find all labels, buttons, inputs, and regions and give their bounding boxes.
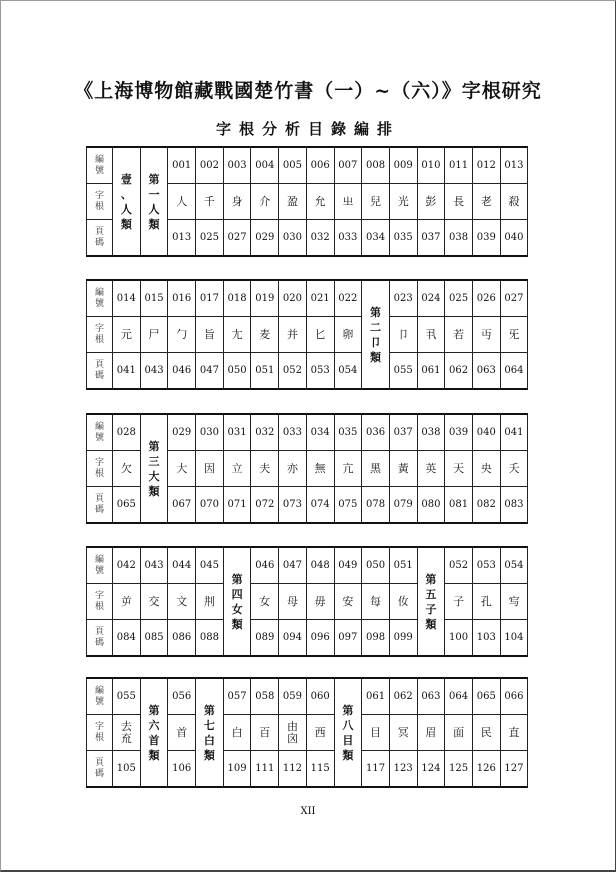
entry-page: 079: [389, 487, 417, 524]
category-header: 第 七 白 類: [196, 678, 224, 787]
entry-page: 098: [362, 620, 390, 657]
entry-number: 037: [389, 414, 417, 451]
entry-number: 054: [500, 547, 528, 584]
entry-number: 013: [500, 147, 528, 184]
entry-page: 029: [251, 220, 279, 257]
row-label-number: 編 號: [87, 547, 113, 584]
entry-root-character: 旡: [500, 317, 528, 353]
entry-number: 031: [223, 414, 251, 451]
entry-page: 038: [445, 220, 473, 257]
entry-number: 061: [362, 678, 390, 715]
category-header: 壹 、 人 類: [113, 147, 141, 256]
row-label-root: 字 根: [87, 184, 113, 220]
entry-page: 081: [445, 487, 473, 524]
entry-number: 011: [445, 147, 473, 184]
entry-root-character: 身: [223, 184, 251, 220]
entry-number: 027: [500, 280, 528, 317]
category-header: 第 八 目 類: [334, 678, 362, 787]
entry-number: 047: [279, 547, 307, 584]
entry-page: 030: [279, 220, 307, 257]
entry-root-character: 交: [140, 584, 168, 620]
entry-number: 026: [472, 280, 500, 317]
entry-number: 002: [196, 147, 224, 184]
entry-root-character: 亦: [279, 451, 307, 487]
entry-page: 051: [251, 353, 279, 390]
table-row: [87, 353, 528, 390]
entry-number: 041: [500, 414, 528, 451]
entry-page: 124: [417, 751, 445, 788]
entry-page: 032: [306, 220, 334, 257]
page-number: XII: [300, 806, 316, 817]
entry-root-character: 夭: [500, 451, 528, 487]
entry-number: 050: [362, 547, 390, 584]
entry-root-character: 人: [168, 184, 196, 220]
entry-page: 039: [472, 220, 500, 257]
entry-root-character: 丮: [417, 317, 445, 353]
category-header: 第 三 大 類: [140, 414, 168, 523]
entry-root-character: 眉: [417, 715, 445, 751]
entry-root-character: 介: [251, 184, 279, 220]
entry-page: 061: [417, 353, 445, 390]
entry-root-character: 英: [417, 451, 445, 487]
entry-root-character: 孔: [472, 584, 500, 620]
entry-page: 063: [472, 353, 500, 390]
entry-root-character: 卩: [389, 317, 417, 353]
entry-page: 055: [389, 353, 417, 390]
entry-number: 065: [472, 678, 500, 715]
entry-number: 051: [389, 547, 417, 584]
entry-root-character: 彭: [417, 184, 445, 220]
entry-root-character: 丏: [472, 317, 500, 353]
entry-page: 074: [306, 487, 334, 524]
entry-number: 049: [334, 547, 362, 584]
entry-page: 117: [362, 751, 390, 788]
entry-page: 115: [306, 751, 334, 788]
entry-root-character: 千: [196, 184, 224, 220]
entry-root-character: 㞢: [334, 184, 362, 220]
entry-page: 103: [472, 620, 500, 657]
entry-number: 046: [251, 547, 279, 584]
category-header: 第 五 子 類: [417, 547, 445, 656]
entry-root-character: 冥: [389, 715, 417, 751]
entry-number: 001: [168, 147, 196, 184]
entry-root-character: 目: [362, 715, 390, 751]
entry-number: 063: [417, 678, 445, 715]
entry-root-character: 欠: [113, 451, 141, 487]
entry-page: 013: [168, 220, 196, 257]
entry-page: 100: [445, 620, 473, 657]
entry-root-character: 勹: [168, 317, 196, 353]
row-label-page: 頁 碼: [87, 620, 113, 657]
entry-root-character: 㚢: [389, 584, 417, 620]
entry-root-character: 母: [279, 584, 307, 620]
entry-page: 078: [362, 487, 390, 524]
category-header: 第 四 女 類: [223, 547, 251, 656]
entry-number: 021: [306, 280, 334, 317]
entry-number: 019: [251, 280, 279, 317]
entry-number: 062: [389, 678, 417, 715]
entry-number: 015: [140, 280, 168, 317]
entry-page: 043: [140, 353, 168, 390]
table-row: [87, 280, 528, 317]
entry-root-character: 黑: [362, 451, 390, 487]
entry-number: 017: [196, 280, 224, 317]
entry-number: 035: [334, 414, 362, 451]
entry-number: 059: [279, 678, 307, 715]
entry-number: 032: [251, 414, 279, 451]
entry-root-character: 卵: [334, 317, 362, 353]
entry-page: 027: [223, 220, 251, 257]
entry-root-character: 立: [223, 451, 251, 487]
row-label-root: 字 根: [87, 317, 113, 353]
root-table-4: [86, 546, 528, 657]
entry-number: 028: [113, 414, 141, 451]
row-label-number: 編 號: [87, 414, 113, 451]
entry-number: 048: [306, 547, 334, 584]
entry-number: 060: [306, 678, 334, 715]
root-table-3: [86, 413, 528, 524]
category-header: 第 一 人 類: [140, 147, 168, 256]
entry-number: 012: [472, 147, 500, 184]
entry-page: 086: [168, 620, 196, 657]
entry-page: 125: [445, 751, 473, 788]
entry-number: 018: [223, 280, 251, 317]
entry-page: 096: [306, 620, 334, 657]
entry-root-character: 并: [279, 317, 307, 353]
entry-page: 094: [279, 620, 307, 657]
entry-page: 075: [334, 487, 362, 524]
entry-root-character: 女: [251, 584, 279, 620]
entry-number: 029: [168, 414, 196, 451]
entry-page: 041: [113, 353, 141, 390]
entry-page: 112: [279, 751, 307, 788]
entry-root-character: 西: [306, 715, 334, 751]
entry-root-character: 屰: [113, 584, 141, 620]
category-header: 第 六 首 類: [140, 678, 168, 787]
entry-number: 038: [417, 414, 445, 451]
entry-root-character: 尸: [140, 317, 168, 353]
row-label-root: 字 根: [87, 715, 113, 751]
entry-number: 053: [472, 547, 500, 584]
entry-page: 073: [279, 487, 307, 524]
entry-root-character: 面: [445, 715, 473, 751]
row-label-number: 編 號: [87, 280, 113, 317]
entry-root-character: 盈: [279, 184, 307, 220]
entry-number: 016: [168, 280, 196, 317]
entry-root-character: 百: [251, 715, 279, 751]
root-table-5: [86, 677, 528, 788]
entry-page: 053: [306, 353, 334, 390]
entry-number: 008: [362, 147, 390, 184]
entry-number: 036: [362, 414, 390, 451]
entry-page: 062: [445, 353, 473, 390]
entry-page: 035: [389, 220, 417, 257]
entry-number: 066: [500, 678, 528, 715]
entry-number: 045: [196, 547, 224, 584]
entry-page: 082: [472, 487, 500, 524]
entry-root-character: 文: [168, 584, 196, 620]
entry-number: 030: [196, 414, 224, 451]
entry-page: 050: [223, 353, 251, 390]
entry-number: 043: [140, 547, 168, 584]
entry-root-character: 安: [334, 584, 362, 620]
entry-page: 085: [140, 620, 168, 657]
entry-page: 025: [196, 220, 224, 257]
category-header: 第 二 卩 類: [362, 280, 390, 389]
entry-root-character: 旨: [196, 317, 224, 353]
entry-root-character: 兒: [362, 184, 390, 220]
row-label-root: 字 根: [87, 584, 113, 620]
entry-root-character: 㝍: [500, 584, 528, 620]
entry-page: 047: [196, 353, 224, 390]
entry-number: 039: [445, 414, 473, 451]
entry-number: 058: [251, 678, 279, 715]
row-label-page: 頁 碼: [87, 220, 113, 257]
entry-root-character: 殺: [500, 184, 528, 220]
page-subtitle: 字根分析目錄編排: [215, 120, 400, 138]
entry-number: 034: [306, 414, 334, 451]
entry-root-character: 因: [196, 451, 224, 487]
root-table-2: [86, 279, 528, 390]
entry-number: 010: [417, 147, 445, 184]
entry-number: 014: [113, 280, 141, 317]
entry-root-character: 去 㐬: [113, 715, 141, 751]
entry-number: 052: [445, 547, 473, 584]
entry-page: 052: [279, 353, 307, 390]
entry-root-character: 黃: [389, 451, 417, 487]
entry-page: 111: [251, 751, 279, 788]
row-label-page: 頁 碼: [87, 353, 113, 390]
entry-page: 072: [251, 487, 279, 524]
table-row: [87, 547, 528, 584]
entry-root-character: 直: [500, 715, 528, 751]
entry-number: 042: [113, 547, 141, 584]
entry-page: 040: [500, 220, 528, 257]
entry-root-character: 允: [306, 184, 334, 220]
entry-page: 123: [389, 751, 417, 788]
entry-root-character: 光: [389, 184, 417, 220]
entry-root-character: 老: [472, 184, 500, 220]
entry-number: 055: [113, 678, 141, 715]
entry-number: 005: [279, 147, 307, 184]
table-row: [87, 584, 528, 620]
entry-root-character: 央: [472, 451, 500, 487]
root-table-1: [86, 146, 528, 257]
entry-page: 088: [196, 620, 224, 657]
entry-root-character: 若: [445, 317, 473, 353]
entry-number: 009: [389, 147, 417, 184]
table-row: [87, 147, 528, 184]
entry-page: 083: [500, 487, 528, 524]
entry-root-character: 白: [223, 715, 251, 751]
entry-page: 127: [500, 751, 528, 788]
entry-number: 022: [334, 280, 362, 317]
table-row: [87, 414, 528, 451]
entry-root-character: 無: [306, 451, 334, 487]
entry-page: 099: [389, 620, 417, 657]
entry-number: 020: [279, 280, 307, 317]
entry-number: 064: [445, 678, 473, 715]
entry-root-character: 民: [472, 715, 500, 751]
entry-page: 080: [417, 487, 445, 524]
entry-number: 006: [306, 147, 334, 184]
entry-page: 097: [334, 620, 362, 657]
entry-page: 126: [472, 751, 500, 788]
row-label-number: 編 號: [87, 678, 113, 715]
entry-root-character: 天: [445, 451, 473, 487]
entry-number: 044: [168, 547, 196, 584]
entry-root-character: 子: [445, 584, 473, 620]
entry-number: 033: [279, 414, 307, 451]
entry-root-character: 大: [168, 451, 196, 487]
entry-number: 007: [334, 147, 362, 184]
entry-page: 054: [334, 353, 362, 390]
entry-root-character: 長: [445, 184, 473, 220]
entry-page: 070: [196, 487, 224, 524]
entry-root-character: 尢: [223, 317, 251, 353]
entry-number: 057: [223, 678, 251, 715]
entry-root-character: 元: [113, 317, 141, 353]
table-row: [87, 620, 528, 657]
entry-page: 105: [113, 751, 141, 788]
entry-root-character: 匕: [306, 317, 334, 353]
entry-page: 067: [168, 487, 196, 524]
entry-root-character: 亢: [334, 451, 362, 487]
entry-page: 109: [223, 751, 251, 788]
entry-root-character: 麦: [251, 317, 279, 353]
entry-number: 023: [389, 280, 417, 317]
entry-number: 004: [251, 147, 279, 184]
entry-page: 089: [251, 620, 279, 657]
entry-number: 003: [223, 147, 251, 184]
page-title: 《上海博物館藏戰國楚竹書（一）~（六）》字根研究: [74, 80, 542, 102]
entry-page: 065: [113, 487, 141, 524]
entry-page: 084: [113, 620, 141, 657]
row-label-number: 編 號: [87, 147, 113, 184]
entry-root-character: 毋: [306, 584, 334, 620]
entry-page: 037: [417, 220, 445, 257]
entry-root-character: 由 囟: [279, 715, 307, 751]
entry-page: 071: [223, 487, 251, 524]
entry-page: 046: [168, 353, 196, 390]
row-label-page: 頁 碼: [87, 487, 113, 524]
row-label-page: 頁 碼: [87, 751, 113, 788]
entry-page: 064: [500, 353, 528, 390]
entry-root-character: 每: [362, 584, 390, 620]
entry-number: 025: [445, 280, 473, 317]
entry-page: 034: [362, 220, 390, 257]
entry-root-character: 夫: [251, 451, 279, 487]
entry-root-character: 首: [168, 715, 196, 751]
entry-page: 106: [168, 751, 196, 788]
entry-page: 033: [334, 220, 362, 257]
entry-number: 024: [417, 280, 445, 317]
table-row: [87, 678, 528, 715]
entry-number: 056: [168, 678, 196, 715]
entry-page: 104: [500, 620, 528, 657]
table-row: [87, 317, 528, 353]
entry-number: 040: [472, 414, 500, 451]
row-label-root: 字 根: [87, 451, 113, 487]
entry-root-character: 㓝: [196, 584, 224, 620]
